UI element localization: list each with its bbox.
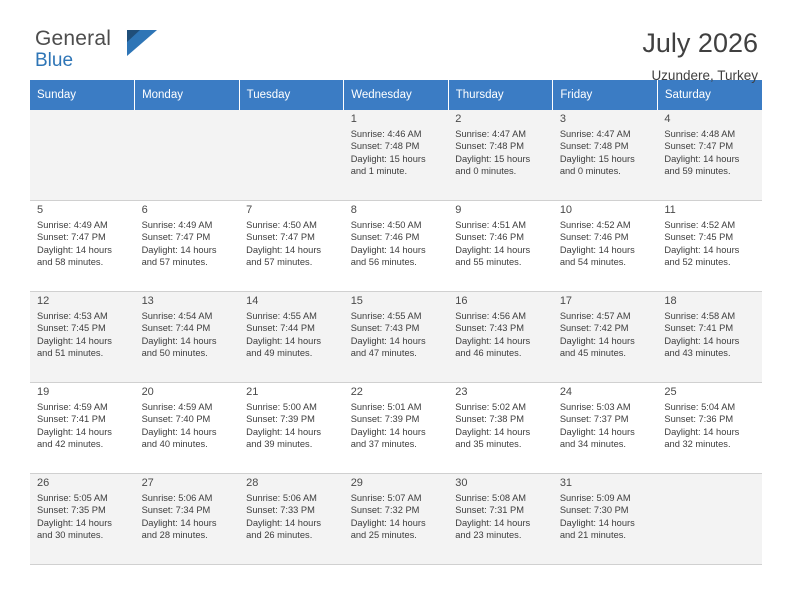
calendar-body bbox=[30, 110, 762, 565]
day-info bbox=[560, 310, 652, 360]
day-number: 31 bbox=[559, 477, 573, 489]
day-number: 19 bbox=[37, 386, 50, 398]
day-info-line: Sunrise: 5:04 AM bbox=[664, 402, 736, 412]
day-info-line: and 46 minutes. bbox=[455, 348, 522, 359]
calendar-day-cell[interactable] bbox=[344, 474, 449, 565]
day-number: 6 bbox=[141, 204, 148, 216]
day-info-line: and 28 minutes. bbox=[141, 530, 208, 541]
brand-logo-blue: Blue bbox=[35, 50, 74, 71]
day-info-line: and 39 minutes. bbox=[246, 439, 313, 450]
day-info-line: and 26 minutes. bbox=[246, 530, 313, 541]
day-info-line: Daylight: 14 hours bbox=[664, 426, 740, 437]
day-info-line: and 55 minutes. bbox=[455, 257, 522, 268]
day-info-line: Daylight: 14 hours bbox=[455, 335, 531, 346]
day-info-line: Daylight: 14 hours bbox=[559, 517, 635, 528]
day-info-line: Sunset: 7:44 PM bbox=[141, 323, 211, 334]
day-info-line: Sunset: 7:39 PM bbox=[246, 414, 315, 425]
day-number: 5 bbox=[37, 204, 44, 216]
day-info bbox=[664, 401, 756, 451]
day-info-line: Daylight: 14 hours bbox=[37, 244, 112, 255]
calendar-day-cell[interactable] bbox=[239, 383, 344, 474]
day-number: 30 bbox=[455, 477, 468, 489]
calendar-day-cell[interactable] bbox=[30, 292, 135, 383]
calendar-week-row bbox=[30, 383, 762, 474]
calendar-day-cell[interactable] bbox=[239, 474, 344, 565]
day-info-line: Sunset: 7:30 PM bbox=[559, 505, 629, 516]
day-number: 9 bbox=[455, 204, 462, 216]
day-info-line: Sunset: 7:41 PM bbox=[37, 414, 106, 425]
day-info-line: Daylight: 14 hours bbox=[246, 244, 322, 255]
calendar-header-row bbox=[30, 80, 762, 110]
day-info-line: and 58 minutes. bbox=[37, 257, 104, 268]
day-info-line: Sunset: 7:44 PM bbox=[246, 323, 315, 334]
day-info-line: and 49 minutes. bbox=[246, 348, 313, 359]
day-info-line: and 40 minutes. bbox=[141, 439, 208, 450]
calendar-day-cell[interactable] bbox=[553, 383, 658, 474]
day-info-line: Sunrise: 4:50 AM bbox=[246, 220, 317, 230]
day-info-line: and 51 minutes. bbox=[37, 348, 104, 359]
day-info bbox=[455, 128, 547, 178]
day-number: 1 bbox=[350, 113, 357, 125]
day-info bbox=[664, 310, 756, 360]
day-number: 26 bbox=[37, 477, 50, 489]
day-number: 14 bbox=[246, 295, 259, 307]
day-info-line: Sunrise: 4:52 AM bbox=[664, 220, 736, 230]
day-info-line: and 59 minutes. bbox=[664, 166, 731, 177]
day-info-line: Sunrise: 5:07 AM bbox=[350, 493, 422, 503]
day-info-line: Sunrise: 4:51 AM bbox=[455, 220, 527, 230]
calendar-cell-empty bbox=[239, 110, 344, 201]
day-info-line: Sunrise: 4:47 AM bbox=[559, 129, 631, 139]
calendar-day-cell[interactable] bbox=[657, 383, 762, 474]
day-info-line: Sunrise: 4:55 AM bbox=[350, 311, 422, 321]
day-info-line: Daylight: 14 hours bbox=[350, 335, 426, 346]
day-info-line: Daylight: 15 hours bbox=[455, 153, 531, 164]
calendar-cell-empty bbox=[30, 110, 135, 201]
day-info-line: and 57 minutes. bbox=[141, 257, 208, 268]
weekday-header-tuesday: Tuesday bbox=[239, 80, 344, 110]
day-info-line: Sunset: 7:48 PM bbox=[455, 141, 524, 152]
title-block bbox=[642, 28, 762, 83]
day-info-line: Sunset: 7:46 PM bbox=[559, 232, 629, 243]
day-info-line: Sunrise: 4:46 AM bbox=[350, 129, 422, 139]
day-info bbox=[37, 492, 129, 542]
day-info bbox=[664, 219, 756, 269]
day-info bbox=[455, 401, 547, 451]
day-number: 7 bbox=[246, 204, 253, 216]
day-number: 12 bbox=[37, 295, 50, 307]
day-info-line: Daylight: 14 hours bbox=[559, 426, 635, 437]
calendar-day-cell[interactable] bbox=[657, 110, 762, 201]
day-info bbox=[246, 401, 338, 451]
page-header bbox=[30, 0, 762, 83]
calendar-day-cell[interactable] bbox=[553, 292, 658, 383]
day-info-line: Sunrise: 5:09 AM bbox=[559, 493, 631, 503]
day-info bbox=[351, 310, 443, 360]
day-info-line: and 43 minutes. bbox=[664, 348, 731, 359]
day-info-line: and 57 minutes. bbox=[246, 257, 313, 268]
day-info-line: and 47 minutes. bbox=[350, 348, 417, 359]
day-info-line: and 45 minutes. bbox=[559, 348, 626, 359]
day-info-line: Sunset: 7:41 PM bbox=[664, 323, 734, 334]
day-info-line: and 34 minutes. bbox=[559, 439, 626, 450]
day-info bbox=[455, 492, 547, 542]
day-info-line: Daylight: 14 hours bbox=[246, 335, 322, 346]
day-info bbox=[246, 492, 338, 542]
day-info bbox=[142, 492, 234, 542]
day-info bbox=[351, 401, 443, 451]
flag-icon-shadow bbox=[127, 30, 140, 42]
weekday-header-friday: Friday bbox=[553, 80, 658, 110]
day-number: 2 bbox=[455, 113, 462, 125]
day-info bbox=[142, 219, 234, 269]
day-info-line: Sunrise: 4:48 AM bbox=[664, 129, 736, 139]
day-info-line: Sunset: 7:32 PM bbox=[350, 505, 420, 516]
day-number: 25 bbox=[664, 386, 677, 398]
day-info-line: and 21 minutes. bbox=[559, 530, 626, 541]
calendar-day-cell[interactable] bbox=[344, 292, 449, 383]
day-info bbox=[37, 310, 129, 360]
day-info-line: Sunset: 7:39 PM bbox=[350, 414, 420, 425]
calendar-day-cell[interactable] bbox=[344, 201, 449, 292]
day-number: 22 bbox=[350, 386, 363, 398]
day-info-line: Sunrise: 4:53 AM bbox=[37, 311, 108, 321]
day-number: 4 bbox=[664, 113, 671, 125]
day-info-line: Sunset: 7:36 PM bbox=[664, 414, 734, 425]
calendar-day-cell[interactable] bbox=[135, 383, 240, 474]
day-info-line: Sunset: 7:42 PM bbox=[559, 323, 629, 334]
day-info-line: Sunset: 7:33 PM bbox=[246, 505, 315, 516]
day-info-line: Daylight: 15 hours bbox=[559, 153, 635, 164]
day-number: 28 bbox=[246, 477, 259, 489]
calendar-day-cell[interactable] bbox=[657, 201, 762, 292]
day-info-line: Sunrise: 4:59 AM bbox=[141, 402, 213, 412]
day-info bbox=[351, 128, 443, 178]
day-info-line: and 23 minutes. bbox=[455, 530, 522, 541]
day-info-line: and 37 minutes. bbox=[350, 439, 417, 450]
day-info-line: Sunrise: 4:56 AM bbox=[455, 311, 527, 321]
weekday-header-thursday: Thursday bbox=[448, 80, 553, 110]
day-info-line: Daylight: 14 hours bbox=[455, 244, 531, 255]
day-info-line: Sunset: 7:47 PM bbox=[246, 232, 315, 243]
calendar-day-cell[interactable] bbox=[344, 383, 449, 474]
day-info-line: Sunrise: 4:49 AM bbox=[37, 220, 108, 230]
day-number: 8 bbox=[350, 204, 357, 216]
day-number: 20 bbox=[141, 386, 154, 398]
day-info-line: and 52 minutes. bbox=[664, 257, 731, 268]
calendar-day-cell[interactable] bbox=[448, 201, 553, 292]
day-number: 17 bbox=[559, 295, 573, 307]
calendar-cell-empty bbox=[135, 110, 240, 201]
calendar-day-cell[interactable] bbox=[239, 201, 344, 292]
day-info-line: Daylight: 14 hours bbox=[455, 517, 531, 528]
day-number: 18 bbox=[664, 295, 677, 307]
calendar-day-cell[interactable] bbox=[135, 474, 240, 565]
day-info bbox=[142, 401, 234, 451]
calendar-day-cell[interactable] bbox=[30, 474, 135, 565]
day-info-line: Daylight: 14 hours bbox=[37, 335, 112, 346]
calendar-day-cell[interactable] bbox=[135, 201, 240, 292]
day-info-line: Daylight: 14 hours bbox=[141, 426, 217, 437]
day-info-line: Sunrise: 4:52 AM bbox=[559, 220, 631, 230]
day-info-line: Sunrise: 4:50 AM bbox=[350, 220, 422, 230]
day-info-line: and 1 minute. bbox=[350, 166, 408, 177]
day-number: 11 bbox=[664, 204, 676, 216]
calendar-week-row bbox=[30, 201, 762, 292]
calendar-day-cell[interactable] bbox=[657, 292, 762, 383]
day-info-line: Sunrise: 5:05 AM bbox=[37, 493, 108, 503]
day-info-line: Sunset: 7:43 PM bbox=[350, 323, 420, 334]
calendar-day-cell[interactable] bbox=[30, 201, 135, 292]
day-info-line: and 0 minutes. bbox=[559, 166, 621, 177]
day-info bbox=[664, 128, 756, 178]
calendar-day-cell[interactable] bbox=[448, 474, 553, 565]
calendar-day-cell[interactable] bbox=[135, 292, 240, 383]
day-info-line: and 54 minutes. bbox=[559, 257, 626, 268]
day-info-line: and 30 minutes. bbox=[37, 530, 104, 541]
day-info bbox=[455, 310, 547, 360]
day-info-line: Sunrise: 5:06 AM bbox=[246, 493, 317, 503]
weekday-header-sunday: Sunday bbox=[30, 80, 135, 110]
day-info-line: Sunrise: 5:02 AM bbox=[455, 402, 527, 412]
day-info-line: Sunset: 7:43 PM bbox=[455, 323, 524, 334]
day-info-line: Sunset: 7:45 PM bbox=[37, 323, 106, 334]
day-info-line: Daylight: 14 hours bbox=[455, 426, 531, 437]
day-info-line: Sunrise: 4:54 AM bbox=[141, 311, 213, 321]
day-info-line: Daylight: 14 hours bbox=[664, 244, 740, 255]
day-info-line: and 35 minutes. bbox=[455, 439, 522, 450]
day-info-line: Sunrise: 5:00 AM bbox=[246, 402, 317, 412]
day-info bbox=[560, 492, 652, 542]
day-info-line: Sunrise: 4:47 AM bbox=[455, 129, 527, 139]
day-info-line: Sunrise: 5:08 AM bbox=[455, 493, 527, 503]
day-info-line: Sunset: 7:38 PM bbox=[455, 414, 524, 425]
day-info bbox=[37, 219, 129, 269]
calendar-week-row bbox=[30, 292, 762, 383]
day-number: 3 bbox=[559, 113, 566, 125]
calendar-day-cell[interactable] bbox=[448, 292, 553, 383]
day-info-line: Daylight: 14 hours bbox=[246, 426, 322, 437]
day-info-line: Daylight: 14 hours bbox=[37, 517, 112, 528]
day-info-line: Daylight: 14 hours bbox=[350, 517, 426, 528]
calendar-week-row bbox=[30, 474, 762, 565]
day-info bbox=[560, 219, 652, 269]
day-info-line: Sunrise: 4:49 AM bbox=[141, 220, 213, 230]
location-subtitle: Uzundere, Turkey bbox=[651, 68, 758, 83]
calendar-day-cell[interactable] bbox=[553, 110, 658, 201]
calendar-day-cell[interactable] bbox=[553, 474, 658, 565]
day-info-line: Sunset: 7:47 PM bbox=[664, 141, 734, 152]
day-info bbox=[351, 492, 443, 542]
calendar-day-cell[interactable] bbox=[448, 383, 553, 474]
day-info-line: Sunrise: 4:55 AM bbox=[246, 311, 317, 321]
calendar-table bbox=[30, 80, 762, 565]
day-info-line: Sunset: 7:48 PM bbox=[350, 141, 420, 152]
day-number: 15 bbox=[350, 295, 363, 307]
calendar-day-cell[interactable] bbox=[448, 110, 553, 201]
day-info-line: Sunrise: 4:59 AM bbox=[37, 402, 108, 412]
day-info-line: Daylight: 14 hours bbox=[664, 153, 740, 164]
weekday-header-wednesday: Wednesday bbox=[344, 80, 449, 110]
day-info bbox=[142, 310, 234, 360]
day-number: 21 bbox=[246, 386, 259, 398]
day-info-line: Sunset: 7:48 PM bbox=[559, 141, 629, 152]
day-info-line: Sunrise: 5:06 AM bbox=[141, 493, 213, 503]
calendar-day-cell[interactable] bbox=[239, 292, 344, 383]
day-info-line: Sunset: 7:47 PM bbox=[37, 232, 106, 243]
day-info-line: Daylight: 14 hours bbox=[141, 517, 217, 528]
day-info-line: Daylight: 14 hours bbox=[350, 244, 426, 255]
calendar-week-row bbox=[30, 110, 762, 201]
day-info-line: Sunset: 7:45 PM bbox=[664, 232, 734, 243]
day-info-line: and 25 minutes. bbox=[350, 530, 417, 541]
day-info bbox=[455, 219, 547, 269]
day-info-line: Daylight: 14 hours bbox=[559, 244, 635, 255]
brand-logo-general: General bbox=[35, 27, 112, 50]
day-info-line: and 0 minutes. bbox=[455, 166, 517, 177]
day-info-line: Daylight: 14 hours bbox=[141, 244, 217, 255]
day-number: 24 bbox=[559, 386, 573, 398]
day-info-line: Sunset: 7:37 PM bbox=[559, 414, 629, 425]
page-title: July 2026 bbox=[642, 28, 758, 58]
day-number: 16 bbox=[455, 295, 468, 307]
day-info-line: Daylight: 15 hours bbox=[350, 153, 426, 164]
day-info-line: Sunrise: 5:01 AM bbox=[350, 402, 422, 412]
day-info-line: Sunset: 7:40 PM bbox=[141, 414, 211, 425]
day-info-line: Sunrise: 4:57 AM bbox=[559, 311, 631, 321]
day-info-line: Sunrise: 4:58 AM bbox=[664, 311, 736, 321]
day-info-line: Sunrise: 5:03 AM bbox=[559, 402, 631, 412]
day-info bbox=[246, 310, 338, 360]
day-number: 27 bbox=[141, 477, 154, 489]
day-info-line: Daylight: 14 hours bbox=[664, 335, 740, 346]
weekday-header-monday: Monday bbox=[135, 80, 240, 110]
day-info-line: Sunset: 7:46 PM bbox=[455, 232, 524, 243]
day-info-line: and 56 minutes. bbox=[350, 257, 417, 268]
day-info-line: Sunset: 7:35 PM bbox=[37, 505, 106, 516]
calendar-day-cell[interactable] bbox=[344, 110, 449, 201]
day-info-line: and 32 minutes. bbox=[664, 439, 731, 450]
calendar-cell-empty bbox=[657, 474, 762, 565]
day-info bbox=[351, 219, 443, 269]
day-info bbox=[560, 401, 652, 451]
day-info-line: Daylight: 14 hours bbox=[350, 426, 426, 437]
calendar-day-cell[interactable] bbox=[30, 383, 135, 474]
day-info-line: Daylight: 14 hours bbox=[37, 426, 112, 437]
day-info-line: Daylight: 14 hours bbox=[559, 335, 635, 346]
day-info-line: and 50 minutes. bbox=[141, 348, 208, 359]
weekday-header-saturday: Saturday bbox=[657, 80, 762, 110]
brand-logo bbox=[30, 28, 195, 70]
day-number: 13 bbox=[141, 295, 154, 307]
calendar-day-cell[interactable] bbox=[553, 201, 658, 292]
day-info-line: Daylight: 14 hours bbox=[246, 517, 322, 528]
day-number: 29 bbox=[350, 477, 363, 489]
day-info bbox=[560, 128, 652, 178]
day-info bbox=[246, 219, 338, 269]
day-info-line: Sunset: 7:34 PM bbox=[141, 505, 211, 516]
day-info-line: Sunset: 7:46 PM bbox=[350, 232, 420, 243]
day-info-line: and 42 minutes. bbox=[37, 439, 104, 450]
day-info-line: Sunset: 7:47 PM bbox=[141, 232, 211, 243]
day-info bbox=[37, 401, 129, 451]
day-info-line: Sunset: 7:31 PM bbox=[455, 505, 524, 516]
day-number: 23 bbox=[455, 386, 468, 398]
day-info-line: Daylight: 14 hours bbox=[141, 335, 217, 346]
day-number: 10 bbox=[559, 204, 573, 216]
